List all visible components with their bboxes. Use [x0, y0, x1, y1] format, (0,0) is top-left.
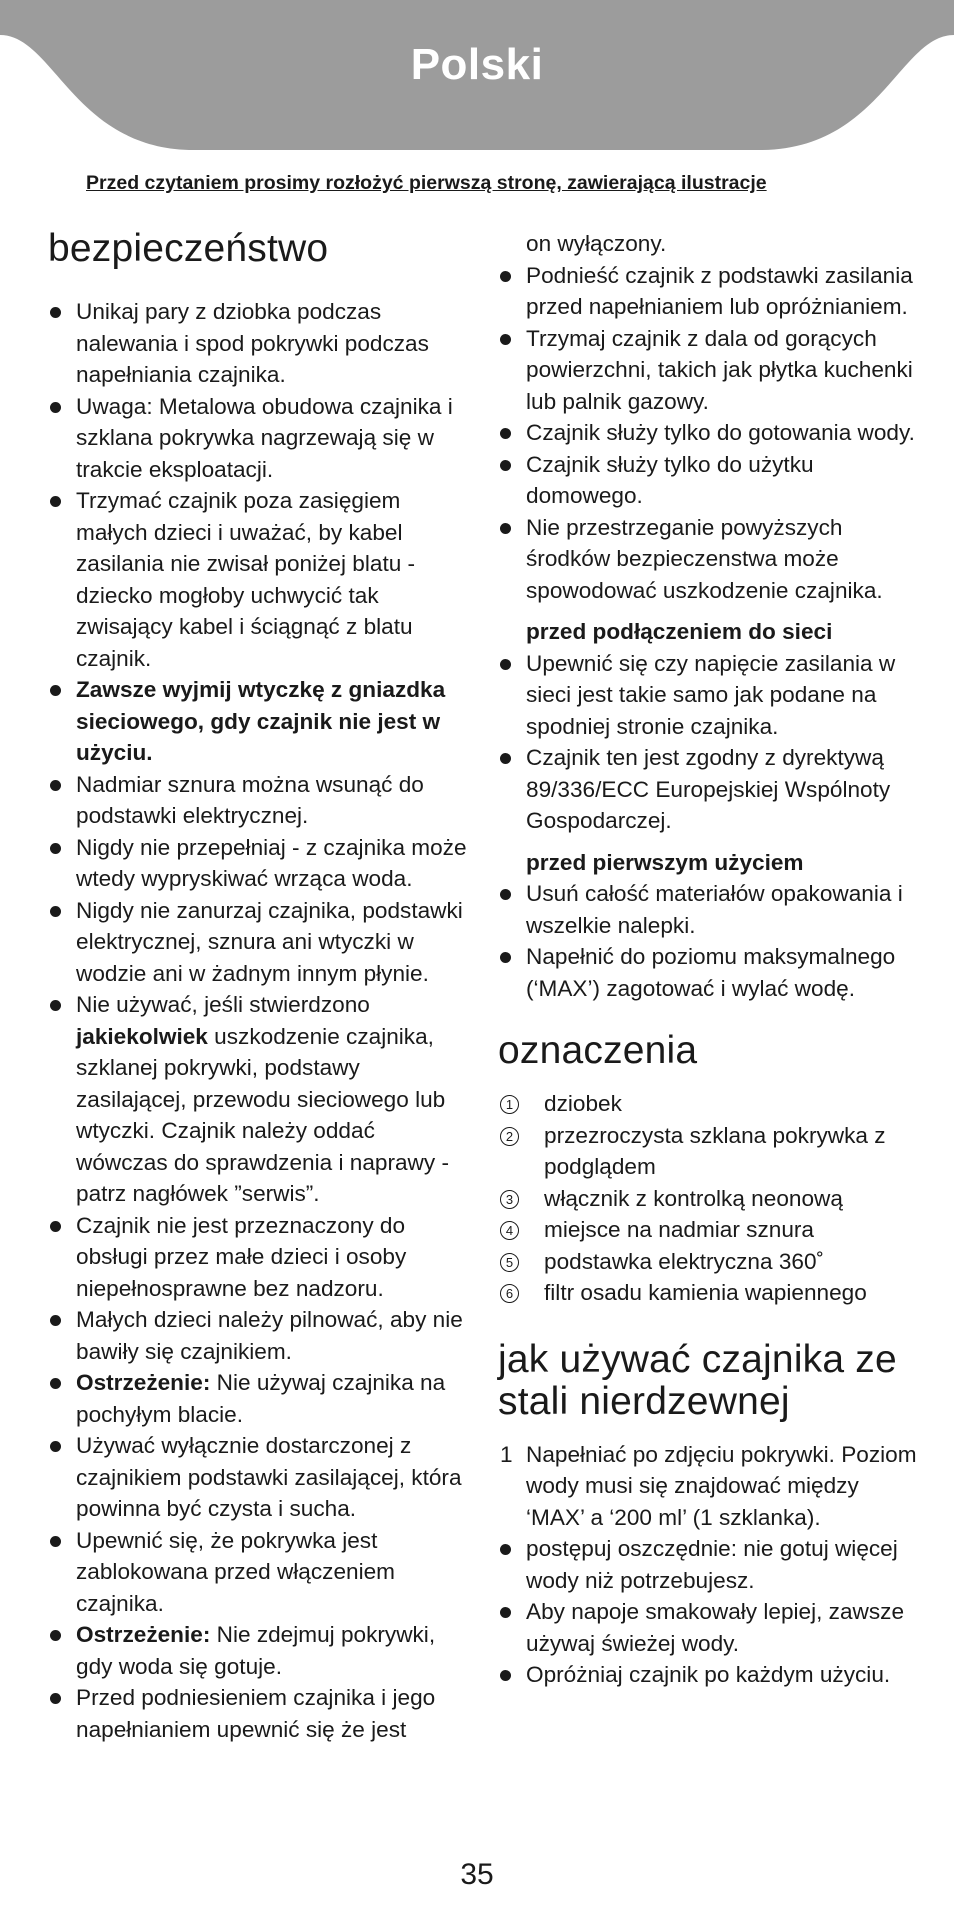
list-item: Upewnić się czy napięcie zasilania w sieci jest takie samo jak podane na spodniej stronie czajnika.: [498, 648, 918, 743]
safety-list-continued: [498, 260, 918, 607]
bullet-icon: [50, 496, 61, 507]
bullet-icon: [500, 334, 511, 345]
circled-number: 2: [500, 1127, 519, 1146]
how-to-use-heading: jak używać czajnika ze stali nierdzewnej: [498, 1337, 897, 1423]
before-first-use-heading: przed pierwszym użyciem: [526, 849, 804, 875]
list-item: 3 włącznik z kontrolką neonową: [498, 1183, 918, 1215]
list-item: Aby napoje smakowały lepiej, zawsze używaj świeżej wody.: [498, 1596, 918, 1659]
bullet-icon: [50, 1630, 61, 1641]
bullet-icon: [500, 460, 511, 471]
list-item: Ostrzeżenie: Nie używaj czajnika na pochyłym blacie.: [48, 1367, 468, 1430]
list-item: Trzymać czajnik poza zasięgiem małych dzieci i uważać, by kabel zasilania nie zwisał poniżej blatu - dziecko mogłoby uchwycić tak zwisający kabel i ściągnąć z blatu czajnik.: [48, 485, 468, 674]
circled-number: 3: [500, 1190, 519, 1209]
bullet-icon: [50, 1315, 61, 1326]
list-item: Czajnik służy tylko do użytku domowego.: [498, 449, 918, 512]
list-item: Opróżniaj czajnik po każdym użyciu.: [498, 1659, 918, 1691]
list-item: Nie przestrzeganie powyższych środków bezpieczenstwa może spowodować uszkodzenie czajnika.: [498, 512, 918, 607]
list-item: Ostrzeżenie: Nie zdejmuj pokrywki, gdy woda się gotuje.: [48, 1619, 468, 1682]
list-item: Czajnik ten jest zgodny z dyrektywą 89/336/ECC Europejskiej Wspólnoty Gospodarczej.: [498, 742, 918, 837]
list-item: Małych dzieci należy pilnować, aby nie bawiły się czajnikiem.: [48, 1304, 468, 1367]
list-item-continuation: on wyłączony.: [526, 231, 667, 256]
list-item: Nie używać, jeśli stwierdzono jakiekolwiek uszkodzenie czajnika, szklanej pokrywki, podstawy zasilającej, przewodu sieciowego lub wtyczki. Czajnik należy oddać wówczas do sprawdzenia i naprawy - patrz nagłówek ”serwis”.: [48, 989, 468, 1210]
step-number: 1: [500, 1441, 513, 1467]
before-connecting-list: [498, 648, 918, 837]
circled-number: 5: [500, 1253, 519, 1272]
list-item: Trzymaj czajnik z dala od gorących powierzchni, takich jak płytka kuchenki lub palnik gazowy.: [498, 323, 918, 418]
list-item: 4 miejsce na nadmiar sznura: [498, 1214, 918, 1246]
list-item: Czajnik nie jest przeznaczony do obsługi przez małe dzieci i osoby niepełnosprawne bez nadzoru.: [48, 1210, 468, 1305]
safety-list: [48, 296, 468, 1745]
circled-number: 1: [500, 1095, 519, 1114]
bullet-icon: [50, 843, 61, 854]
bullet-icon: [500, 889, 511, 900]
bullet-icon: [50, 906, 61, 917]
list-item: 5 podstawka elektryczna 360˚: [498, 1246, 918, 1278]
page-title: Polski: [410, 40, 544, 89]
bullet-icon: [50, 685, 61, 696]
list-item: 2 przezroczysta szklana pokrywka z podglądem: [498, 1120, 918, 1183]
list-item: Uwaga: Metalowa obudowa czajnika i szklana pokrywka nagrzewają się w trakcie eksploatacji.: [48, 391, 468, 486]
bullet-icon: [50, 1378, 61, 1389]
list-item: Czajnik służy tylko do gotowania wody.: [498, 417, 918, 449]
markings-heading: oznaczenia: [498, 1029, 698, 1072]
list-item: Usuń całość materiałów opakowania i wszelkie nalepki.: [498, 878, 918, 941]
before-first-use-list: [498, 878, 918, 1004]
bullet-icon: [50, 1536, 61, 1547]
page-number: 35: [460, 1858, 494, 1891]
list-item: postępuj oszczędnie: nie gotuj więcej wody niż potrzebujesz.: [498, 1533, 918, 1596]
list-item: Upewnić się, że pokrywka jest zablokowana przed włączeniem czajnika.: [48, 1525, 468, 1620]
list-item: Unikaj pary z dziobka podczas nalewania i spod pokrywki podczas napełniania czajnika.: [48, 296, 468, 391]
markings-list: [498, 1088, 918, 1309]
bullet-icon: [50, 1000, 61, 1011]
bullet-icon: [500, 1607, 511, 1618]
bullet-icon: [50, 1221, 61, 1232]
bullet-icon: [50, 1441, 61, 1452]
list-item: Zawsze wyjmij wtyczkę z gniazdka sieciowego, gdy czajnik nie jest w użyciu.: [48, 674, 468, 769]
bullet-icon: [500, 1670, 511, 1681]
how-to-use-list: [498, 1439, 918, 1691]
list-item: 1 dziobek: [498, 1088, 918, 1120]
bullet-icon: [50, 1693, 61, 1704]
list-item: 1 Napełniać po zdjęciu pokrywki. Poziom wody musi się znajdować między ‘MAX’ a ‘200 ml’ (1 szklanka).: [498, 1439, 918, 1534]
bullet-icon: [50, 307, 61, 318]
circled-number: 6: [500, 1284, 519, 1303]
list-item: Przed podniesieniem czajnika i jego napełnianiem upewnić się że jest: [48, 1682, 468, 1745]
safety-heading: bezpieczeństwo: [48, 227, 329, 270]
bullet-icon: [50, 780, 61, 791]
bullet-icon: [500, 1544, 511, 1555]
bullet-icon: [500, 952, 511, 963]
list-item: 6 filtr osadu kamienia wapiennego: [498, 1277, 918, 1309]
right-column: [498, 228, 918, 1691]
list-item: Używać wyłącznie dostarczonej z czajnikiem podstawki zasilającej, która powinna być czysta i sucha.: [48, 1430, 468, 1525]
bullet-icon: [500, 523, 511, 534]
before-connecting-heading: przed podłączeniem do sieci: [526, 619, 833, 644]
list-item: Nadmiar sznura można wsunąć do podstawki elektrycznej.: [48, 769, 468, 832]
bullet-icon: [500, 271, 511, 282]
list-item: Nigdy nie zanurzaj czajnika, podstawki elektrycznej, sznura ani wtyczki w wodzie ani w żadnym innym płynie.: [48, 895, 468, 990]
list-item: Napełnić do poziomu maksymalnego (‘MAX’) zagotować i wylać wodę.: [498, 941, 918, 1004]
instruction-note: Przed czytaniem prosimy rozłożyć pierwszą stronę, zawierającą ilustracje: [86, 172, 767, 194]
bullet-icon: [500, 659, 511, 670]
bullet-icon: [50, 402, 61, 413]
list-item: Podnieść czajnik z podstawki zasilania przed napełnianiem lub opróżnianiem.: [498, 260, 918, 323]
list-item: Nigdy nie przepełniaj - z czajnika może wtedy wypryskiwać wrząca woda.: [48, 832, 468, 895]
left-column: [48, 228, 468, 1745]
circled-number: 4: [500, 1221, 519, 1240]
bullet-icon: [500, 753, 511, 764]
bullet-icon: [500, 428, 511, 439]
